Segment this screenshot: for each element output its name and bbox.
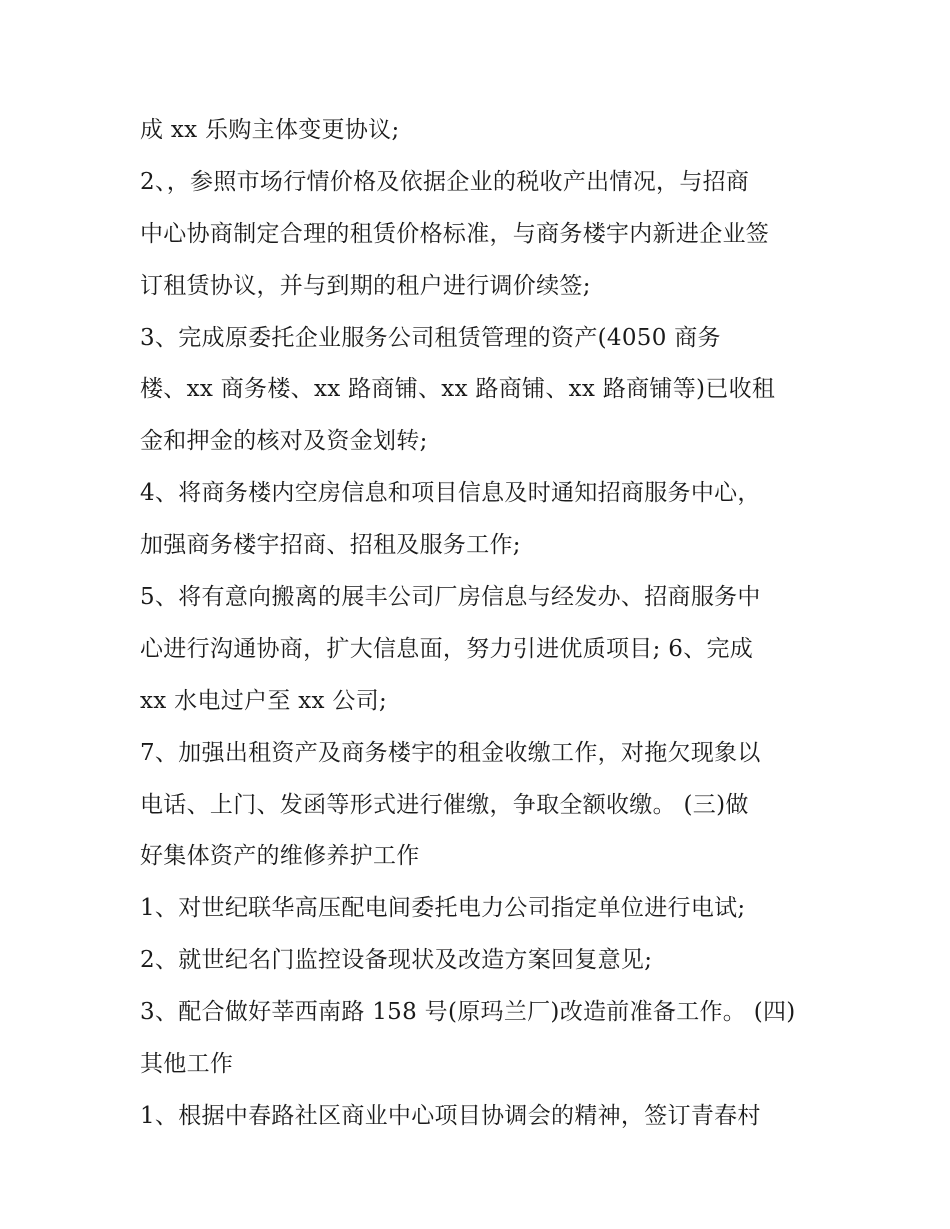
- text-line: 好集体资产的维修养护工作: [140, 843, 420, 870]
- text-line: 心进行沟通协商，扩大信息面，努力引进优质项目; 6、完成: [140, 635, 754, 662]
- text-line: 2、，参照市场行情价格及依据企业的税收产出情况，与招商: [140, 168, 750, 195]
- text-line: 2、就世纪名门监控设备现状及改造方案回复意见;: [140, 947, 653, 974]
- text-line: 金和押金的核对及资金划转;: [140, 428, 428, 455]
- text-line: 其他工作: [140, 1051, 234, 1078]
- text-line: 加强商务楼宇招商、招租及服务工作;: [140, 532, 521, 559]
- document-body: [140, 105, 820, 1143]
- text-line: 楼、xx 商务楼、xx 路商铺、xx 路商铺、xx 路商铺等)已收租: [140, 376, 776, 403]
- text-line: 订租赁协议，并与到期的租户进行调价续签;: [140, 272, 591, 299]
- text-line: 3、完成原委托企业服务公司租赁管理的资产(4050 商务: [140, 324, 721, 351]
- text-line: 5、将有意向搬离的展丰公司厂房信息与经发办、招商服务中: [140, 584, 761, 611]
- text-line: 1、对世纪联华高压配电间委托电力公司指定单位进行电试;: [140, 895, 746, 922]
- text-line: 4、将商务楼内空房信息和项目信息及时通知招商服务中心，: [140, 480, 761, 507]
- text-line: xx 水电过户至 xx 公司;: [140, 687, 388, 714]
- text-line: 1、根据中春路社区商业中心项目协调会的精神，签订青春村: [140, 1102, 761, 1129]
- text-line: 3、配合做好莘西南路 158 号(原玛兰厂)改造前准备工作。 (四): [140, 999, 796, 1026]
- text-line: 电话、上门、发函等形式进行催缴，争取全额收缴。 (三)做: [140, 791, 749, 818]
- text-line: 成 xx 乐购主体变更协议;: [140, 117, 400, 143]
- text-line: 中心协商制定合理的租赁价格标准，与商务楼宇内新进企业签: [140, 220, 770, 247]
- text-line: 7、加强出租资产及商务楼宇的租金收缴工作，对拖欠现象以: [140, 739, 761, 766]
